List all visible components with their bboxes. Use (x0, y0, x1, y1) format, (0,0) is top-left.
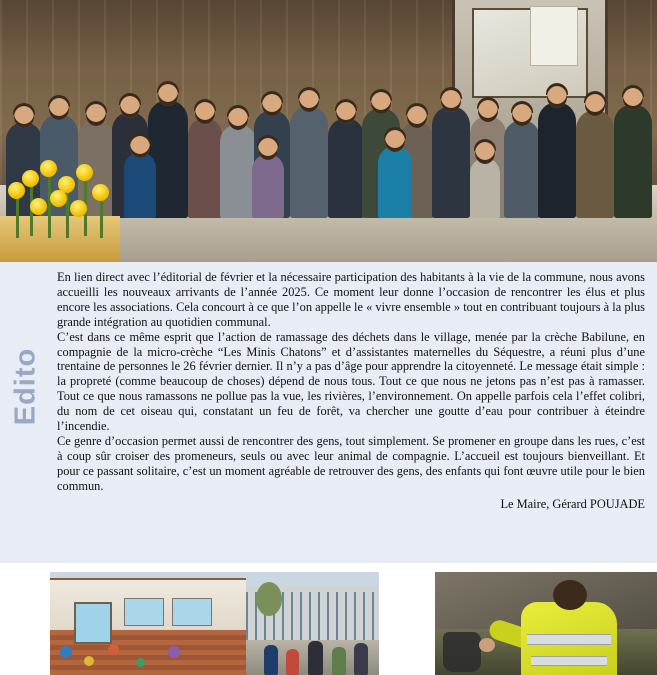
building-door (74, 602, 112, 644)
bottom-photo-row (0, 572, 657, 675)
edito-paragraph-2: C’est dans ce même esprit que l’action de ramassage des déchets dans le village, menée par la crèche Babilune, en compagnie de la micro-crèche “Les Minis Chatons” et d’assistantes maternelles du Séquestre, a réuni plus d’une trentaine de personnes le 26 février dernier. Il n’y a pas d’âge pour apprendre la citoyenneté. Le message était simple : la propreté (comme beaucoup de choses) dépend de nous tous. Tout ce que nous ne jetons pas n’est pas à ramasser. Tout ce que nous ramassons ne pollue pas la vue, les rivières, l’environnement. On appelle parfois cela l’effet colibri, du nom de cet oiseau qui, constatant un feu de forêt, va chercher une goutte d’eau pour contribuer à éteindre l’incendie. (57, 329, 645, 434)
bottom-right-photo (435, 572, 657, 675)
vest-reflective-stripe-1 (527, 634, 611, 645)
tree (256, 582, 282, 616)
child-1 (264, 645, 278, 675)
bottom-left-photo (50, 572, 379, 675)
wall-dot-blue (60, 646, 72, 658)
edito-paragraph-1: En lien direct avec l’éditorial de février et la nécessaire participation des habitants à la vie de la commune, nous avons accueilli les nouveaux arrivants de l’année 2025. Ce moment leur donne l’occasion de rencontrer les élus et plus encore les associations. Cela concourt à ce que l’on appelle le « vivre ensemble » tout en contribuant toujours à la plus grande intégration au quotidien communal. (57, 270, 645, 329)
wall-dot-purple (168, 646, 180, 658)
vest-reflective-stripe-2 (531, 656, 607, 666)
edito-text-body (50, 262, 657, 563)
edito-tab (0, 262, 50, 563)
edito-label: Edito (9, 347, 42, 426)
edito-signature: Le Maire, Gérard POUJADE (500, 496, 645, 511)
adult-1 (308, 641, 323, 675)
window-1 (124, 598, 164, 626)
edito-paragraph-3: Ce genre d’occasion permet aussi de rencontrer des gens, tout simplement. Se promener en groupe dans les rues, c’est à coup sûr croiser des promeneurs, seuls ou avec leur animal de compagnie. L’accueil est toujours bienveillant. Et pour ce passant solitaire, c’est un moment agréable de retrouver des gens, des enfants qui font œuvre utile pour le bien commun. (57, 433, 645, 493)
hand (479, 638, 495, 652)
top-group-photo (0, 0, 657, 262)
wall-dot-yellow (84, 656, 94, 666)
wall-dot-orange (108, 644, 119, 655)
wall-dot-green (136, 658, 145, 667)
edito-section (0, 262, 657, 563)
daffodil-bouquet (0, 142, 150, 262)
rubbish-bag (443, 632, 481, 672)
head (553, 580, 587, 610)
child-3 (332, 647, 346, 675)
child-2 (286, 649, 299, 675)
window-2 (172, 598, 212, 626)
adult-2 (354, 643, 368, 675)
